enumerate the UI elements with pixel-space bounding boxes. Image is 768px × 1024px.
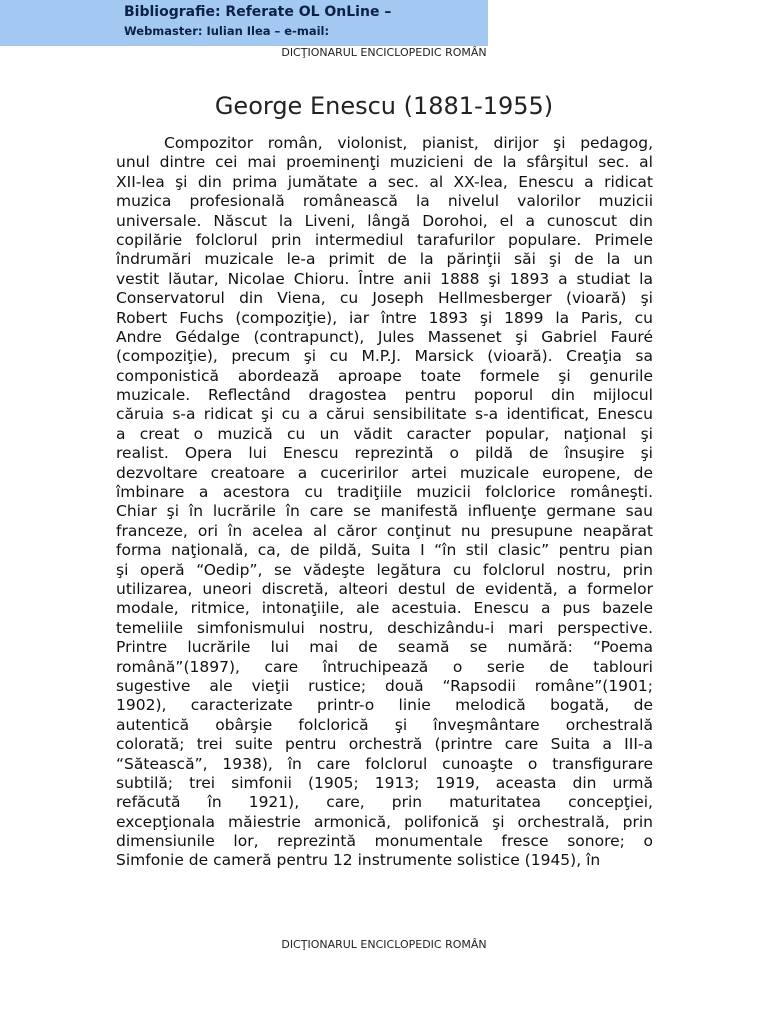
text-line: excepţionala măiestrie armonică, polifonică şi orchestrală, prin — [116, 812, 653, 831]
text-line: modale, ritmice, intonaţiile, ale acestuia. Enescu a pus bazele — [116, 599, 653, 618]
running-footer: DICŢIONARUL ENCICLOPEDIC ROMÂN — [281, 938, 487, 951]
text-line: muzica profesională românească la nivelul valorilor muzicii — [116, 192, 653, 211]
text-line: 1902), caracterizate printr-o linie melodică bogată, de — [116, 696, 653, 715]
text-line: utilizarea, uneori discretă, alteori destul de evidentă, a formelor — [116, 579, 653, 598]
text-line: dezvoltare creatoare a cuceririlor artei muzicale europene, de — [116, 463, 653, 482]
text-line: muzicale. Reflectând dragostea pentru poporul din mijlocul — [116, 386, 653, 405]
text-line: refăcută în 1921), care, prin maturitatea concepţiei, — [116, 793, 653, 812]
text-line: îndrumări muzicale le-a primit de la părinţii săi şi de la un — [116, 250, 653, 269]
text-line: XII-lea şi din prima jumătate a sec. al XX-lea, Enescu a ridicat — [116, 172, 653, 191]
text-line: autentică obârşie folclorică şi înveşmântare orchestrală — [116, 715, 653, 734]
text-line: şi operă “Oedip”, se vădeşte legătura cu folclorul nostru, prin — [116, 560, 653, 579]
text-line: dimensiunile lor, reprezintă monumentale fresce sonore; o — [116, 832, 653, 851]
text-line: colorată; trei suite pentru orchestră (printre care Suita a III-a — [116, 735, 653, 754]
text-line: Printre lucrările lui mai de seamă se numără: “Poema — [116, 638, 653, 657]
text-line: “Sătească”, 1938), în care folclorul cunoaşte o transfigurare — [116, 754, 653, 773]
text-line: Andre Gédalge (contrapunct), Jules Massenet şi Gabriel Fauré — [116, 327, 653, 346]
text-line: unul dintre cei mai proeminenţi muzicieni de la sfârşitul sec. al — [116, 153, 653, 172]
text-line: (compoziţie), precum şi cu M.P.J. Marsick (vioară). Creaţia sa — [116, 347, 653, 366]
article-body — [116, 134, 653, 871]
text-line: vestit lăutar, Nicolae Chioru. Între anii 1888 şi 1893 a studiat la — [116, 269, 653, 288]
text-line: a creat o muzică cu un vădit caracter popular, naţional şi — [116, 424, 653, 443]
banner-webmaster: Webmaster: Iulian Ilea – e-mail: — [124, 24, 330, 38]
text-line: sugestive ale vieţii rustice; două “Rapsodii române”(1901; — [116, 676, 653, 695]
text-line: copilărie folclorul prin intermediul tarafurilor populare. Primele — [116, 230, 653, 249]
text-line: forma naţională, ca, de pildă, Suita I “în stil clasic” pentru pian — [116, 541, 653, 560]
text-line: temeliile simfonismului nostru, deschizându-i mari perspective. — [116, 618, 653, 637]
running-header: DICŢIONARUL ENCICLOPEDIC ROMÂN — [281, 46, 487, 59]
text-line: franceze, ori în acelea al căror conţinut nu presupune neapărat — [116, 521, 653, 540]
header-banner — [0, 0, 488, 46]
text-line: Robert Fuchs (compoziţie), iar între 1893 şi 1899 la Paris, cu — [116, 308, 653, 327]
banner-title: Bibliografie: Referate OL OnLine – — [124, 4, 392, 20]
text-line: Compozitor român, violonist, pianist, dirijor şi pedagog, — [164, 134, 653, 152]
text-line: Chiar şi în lucrările în care se manifestă influenţe germane sau — [116, 502, 653, 521]
text-line: componistică abordează aproape toate formele şi genurile — [116, 366, 653, 385]
text-line: română”(1897), care întruchipează o serie de tablouri — [116, 657, 653, 676]
text-line: Simfonie de cameră pentru 12 instrumente solistice (1945), în — [116, 851, 601, 870]
text-line: universale. Născut la Liveni, lângă Dorohoi, el a cunoscut din — [116, 211, 653, 230]
text-line: subtilă; trei simfonii (1905; 1913; 1919, aceasta din urmă — [116, 773, 653, 792]
text-line: Conservatorul din Viena, cu Joseph Hellmesberger (vioară) şi — [116, 289, 653, 308]
text-line: îmbinare a acestora cu tradiţiile muzicii folclorice româneşti. — [116, 483, 653, 502]
page-title: George Enescu (1881-1955) — [214, 92, 554, 120]
text-line: realist. Opera lui Enescu reprezintă o pildă de însuşire şi — [116, 444, 653, 463]
text-line: căruia s-a ridicat şi cu a cărui sensibilitate s-a identificat, Enescu — [116, 405, 653, 424]
